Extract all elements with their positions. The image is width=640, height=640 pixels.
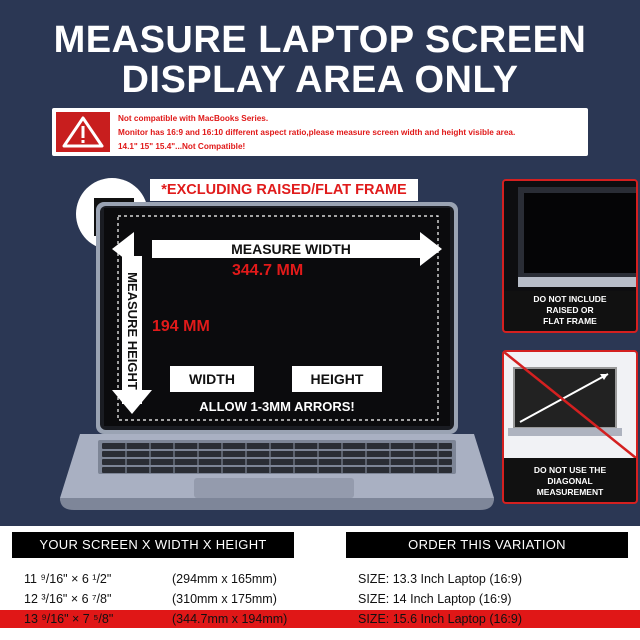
allow-error-note: ALLOW 1-3MM ARRORS!: [199, 399, 355, 414]
panel-no-frame: [502, 179, 638, 333]
frame-photo-illustration: [504, 181, 636, 291]
row-3-size: SIZE: 15.6 Inch Laptop (16:9): [358, 612, 522, 626]
warning-line-1: Not compatible with MacBooks Series.: [118, 114, 269, 123]
row-3-mm: (344.7mm x 194mm): [172, 612, 288, 626]
warning-line-3: 14.1" 15" 15.4"...Not Compatible!: [118, 142, 246, 151]
warning-box: [52, 108, 588, 156]
row-2-size: SIZE: 14 Inch Laptop (16:9): [358, 592, 512, 606]
width-label-box: WIDTH: [170, 366, 254, 392]
warning-icon-box: [56, 112, 110, 152]
row-1-mm: (294mm x 165mm): [172, 572, 277, 586]
measure-height-label: MEASURE HEIGHT: [125, 272, 140, 390]
width-value: 344.7 MM: [232, 262, 304, 279]
panel-no-diagonal: [502, 350, 638, 504]
measure-height-label-box: [122, 258, 142, 404]
height-value: 194 MM: [152, 318, 210, 335]
diagonal-photo-illustration: [504, 352, 636, 458]
warning-line-2: Monitor has 16:9 and 16:10 different aspect ratio,please measure screen width and height visible area.: [118, 128, 516, 137]
excluding-frame-label: *EXCLUDING RAISED/FLAT FRAME: [150, 179, 418, 201]
row-2-inch: 12 ³/16" × 6 ⁷/8": [24, 592, 112, 606]
panel-no-frame-caption: DO NOT INCLUDE RAISED OR FLAT FRAME: [533, 294, 607, 326]
measure-width-label: MEASURE WIDTH: [152, 240, 430, 258]
header-order-variation: ORDER THIS VARIATION: [346, 532, 628, 558]
row-2-mm: (310mm x 175mm): [172, 592, 277, 606]
height-label-box: HEIGHT: [292, 366, 382, 392]
row-1-inch: 11 ⁹/16" × 6 ¹/2": [24, 572, 112, 586]
row-1-size: SIZE: 13.3 Inch Laptop (16:9): [358, 572, 522, 586]
warning-triangle-icon: [56, 112, 110, 152]
header-screen-size: YOUR SCREEN X WIDTH X HEIGHT: [12, 532, 294, 558]
title-line-1: MEASURE LAPTOP SCREEN: [53, 19, 587, 61]
title-line-2: DISPLAY AREA ONLY: [121, 59, 519, 101]
row-3-inch: 13 ⁹/16" × 7 ⁵/8": [24, 612, 114, 626]
panel-no-diagonal-caption: DO NOT USE THE DIAGONAL MEASUREMENT: [533, 465, 607, 497]
